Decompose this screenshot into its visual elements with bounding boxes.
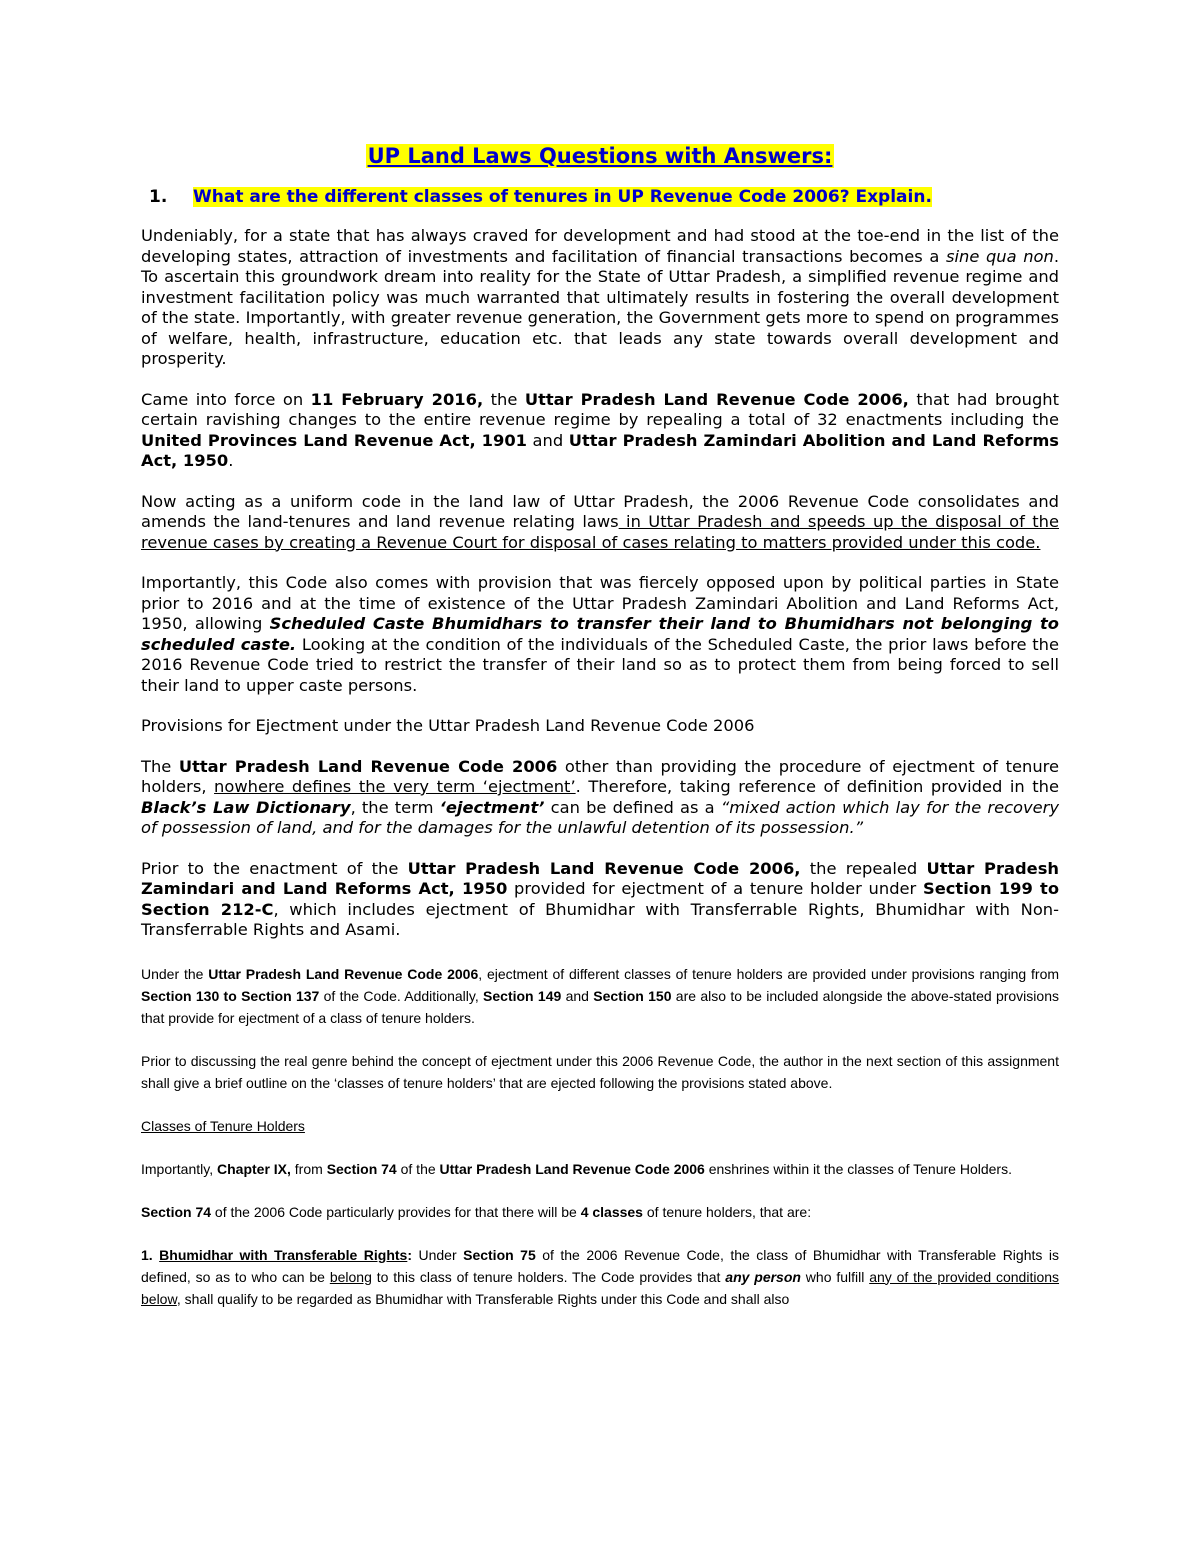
paragraph-prior-enactment: Prior to the enactment of the Uttar Pradesh Land Revenue Code 2006, the repealed Uttar Pradesh Zamindari and Land Reforms Act, 1950 provided for ejectment of a tenure holder under Section 199 to Section 212-C, which includes ejectment of Bhumidhar with Transferrable Rights, Bhumidhar with Non-Transferrable Rights and Asami. [141,858,1059,939]
document-body [141,140,1059,1331]
section-heading-classes: Classes of Tenure Holders [141,1117,305,1134]
document-title: UP Land Laws Questions with Answers: [367,144,833,168]
question-number: 1. [149,187,168,207]
paragraph-scheduled-caste: Importantly, this Code also comes with provision that was fiercely opposed upon by political parties in State prior to 2016 and at the time of existence of the Uttar Pradesh Zamindari Abolition and Land Reforms Act, 1950, allowing Scheduled Caste Bhumidhars to transfer their land to Bhumidhars not belonging to scheduled caste. Looking at the condition of the individuals of the Scheduled Caste, the prior laws before the 2016 Revenue Code tried to restrict the transfer of their land so as to protect them from being forced to sell their land to upper caste persons. [141,573,1059,695]
paragraph-ejectment-definition: The Uttar Pradesh Land Revenue Code 2006 other than providing the procedure of ejectment of tenure holders, nowhere defines the very term ‘ejectment’. Therefore, taking reference of definition provided in the Black’s Law Dictionary, the term ‘ejectment’ can be defined as a “mixed action which lay for the recovery of possession of land, and for the damages for the unlawful detention of its possession.” [141,756,1059,837]
paragraph-intro: Undeniably, for a state that has always craved for development and had stood at the toe-end in the list of the developing states, attraction of investments and facilitation of financial transactions becomes a sine qua non. To ascertain this groundwork dream into reality for the State of Uttar Pradesh, a simplified revenue regime and investment facilitation policy was much warranted that ultimately results in fostering the overall development of the state. Importantly, with greater revenue generation, the Government gets more to spend on programmes of welfare, health, infrastructure, education etc. that leads any state towards overall development and prosperity. [141,226,1059,368]
question-text: What are the different classes of tenures in UP Revenue Code 2006? Explain. [193,187,932,207]
paragraph-section-74: Section 74 of the 2006 Code particularly provides for that there will be 4 classes of tenure holders, that are: [141,1203,812,1220]
paragraph-uniform-code: Now acting as a uniform code in the land law of Uttar Pradesh, the 2006 Revenue Code consolidates and amends the land-tenures and land revenue relating laws in Uttar Pradesh and speeds up the disposal of the revenue cases by creating a Revenue Court for disposal of cases relating to matters provided under this code. [141,491,1059,552]
question-1 [141,184,1059,210]
paragraph-chapter-ix: Importantly, Chapter IX, from Section 74 of the Uttar Pradesh Land Revenue Code 2006 enshrines within it the classes of Tenure Holders. [141,1160,1012,1177]
paragraph-sections-130-137: Under the Uttar Pradesh Land Revenue Code 2006, ejectment of different classes of tenure holders are provided under provisions ranging from Section 130 to Section 137 of the Code. Additionally, Section 149 and Section 150 are also to be included alongside the above-stated provisions that provide for ejectment of a class of tenure holders. [141,965,1060,1026]
paragraph-prior-discussing: Prior to discussing the real genre behind the concept of ejectment under this 2006 Revenue Code, the author in the next section of this assignment shall give a brief outline on the ‘classes of tenure holders’ that are ejected following the provisions stated above. [141,1052,1059,1091]
paragraph-bhumidhar-transferable: 1. Bhumidhar with Transferable Rights: Under Section 75 of the 2006 Revenue Code, the class of Bhumidhar with Transferable Rights is defined, so as to who can be belong to this class of tenure holders. The Code provides that any person who fulfill any of the provided conditions below, shall qualify to be regarded as Bhumidhar with Transferable Rights under this Code and shall also [141,1246,1060,1307]
paragraph-came-into-force: Came into force on 11 February 2016, the Uttar Pradesh Land Revenue Code 2006, that had brought certain ravishing changes to the entire revenue regime by repealing a total of 32 enactments including the United Provinces Land Revenue Act, 1901 and Uttar Pradesh Zamindari Abolition and Land Reforms Act, 1950. [141,389,1059,470]
paragraph-provisions-heading: Provisions for Ejectment under the Uttar Pradesh Land Revenue Code 2006 [141,716,755,735]
